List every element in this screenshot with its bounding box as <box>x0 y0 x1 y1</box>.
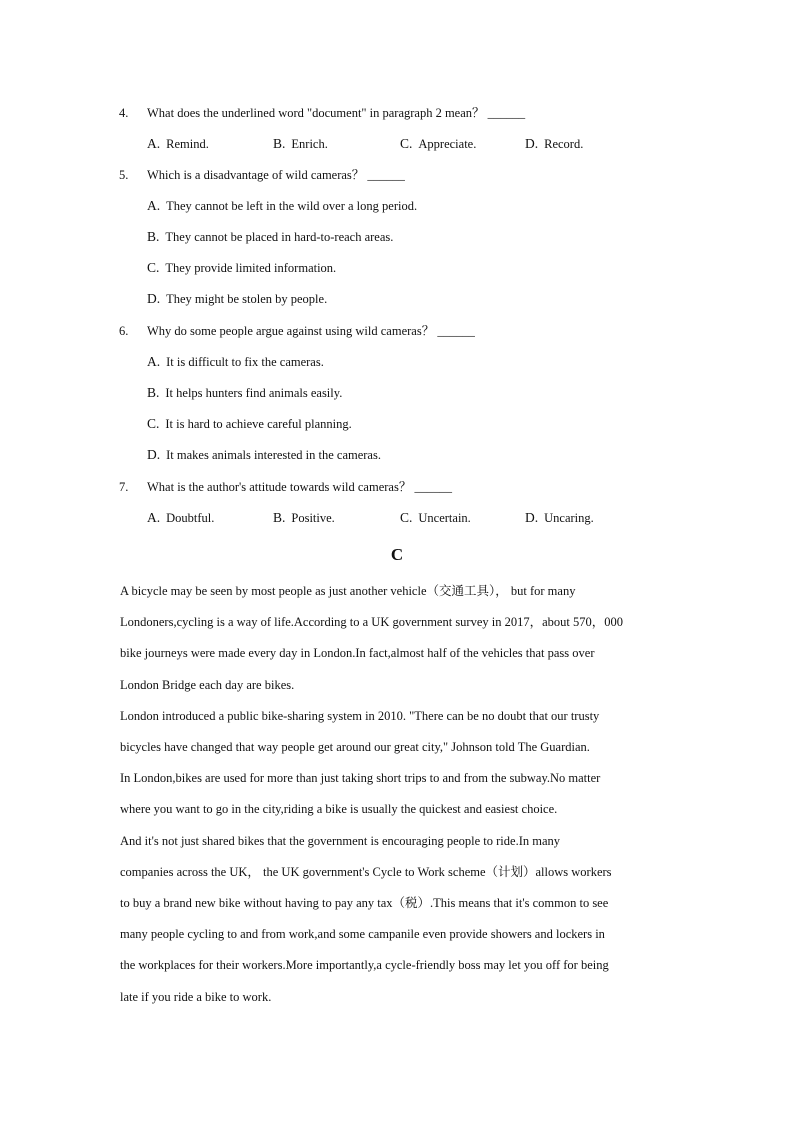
option-d: D. It makes animals interested in the cameras. <box>147 447 381 462</box>
question-text: What does the underlined word "document" in paragraph 2 mean？ ______ <box>147 106 526 120</box>
option-b: B. It helps hunters find animals easily. <box>147 385 343 400</box>
passage-line: companies across the UK， the UK government's Cycle to Work scheme（计划）allows workers <box>120 865 612 879</box>
passage-line: to buy a brand new bike without having to pay any tax（税）.This means that it's common to see <box>120 896 609 910</box>
passage-line: the workplaces for their workers.More importantly,a cycle-friendly boss may let you off for being <box>120 958 609 972</box>
question-text: Why do some people argue against using wild cameras？ ______ <box>147 324 475 338</box>
passage-line: bike journeys were made every day in London.In fact,almost half of the vehicles that pass over <box>120 646 595 660</box>
option-d: D. Uncaring. <box>525 510 594 525</box>
passage-line: where you want to go in the city,riding a bike is usually the quickest and easiest choice. <box>120 802 558 816</box>
question-number: 5. <box>119 168 129 182</box>
option-b: B. Positive. <box>273 510 335 525</box>
option-c: C. Uncertain. <box>400 510 471 525</box>
option-a: A. It is difficult to fix the cameras. <box>147 354 324 369</box>
question-number: 7. <box>119 480 129 494</box>
option-a: A. Remind. <box>147 136 209 151</box>
question-number: 6. <box>119 324 129 338</box>
option-b: B. Enrich. <box>273 136 328 151</box>
option-c: C. It is hard to achieve careful planning. <box>147 416 352 431</box>
question-text: What is the author's attitude towards wild cameras？ ______ <box>147 480 452 494</box>
section-title: C <box>390 545 404 564</box>
option-a: A. Doubtful. <box>147 510 215 525</box>
option-a: A. They cannot be left in the wild over a long period. <box>147 198 418 213</box>
option-b: B. They cannot be placed in hard-to-reach areas. <box>147 229 394 244</box>
question-text: Which is a disadvantage of wild cameras？ ______ <box>147 168 405 182</box>
option-d: D. Record. <box>525 136 584 151</box>
passage-line: And it's not just shared bikes that the government is encouraging people to ride.In many <box>120 834 561 848</box>
passage-line: In London,bikes are used for more than just taking short trips to and from the subway.No matter <box>120 771 601 785</box>
option-c: C. They provide limited information. <box>147 260 337 275</box>
question-number: 4. <box>119 106 129 120</box>
option-d: D. They might be stolen by people. <box>147 291 328 306</box>
passage-line: London Bridge each day are bikes. <box>120 678 295 692</box>
passage-line: many people cycling to and from work,and some campanile even provide showers and lockers in <box>120 927 605 941</box>
passage-line: London introduced a public bike-sharing system in 2010. "There can be no doubt that our trusty <box>120 709 600 723</box>
option-c: C. Appreciate. <box>400 136 477 151</box>
passage-line: A bicycle may be seen by most people as just another vehicle（交通工具）， but for many <box>120 584 576 598</box>
passage-line: bicycles have changed that way people get around our great city," Johnson told The Guardian. <box>120 740 590 754</box>
passage-line: Londoners,cycling is a way of life.According to a UK government survey in 2017，about 570，000 <box>120 615 624 629</box>
passage-line: late if you ride a bike to work. <box>120 990 272 1004</box>
